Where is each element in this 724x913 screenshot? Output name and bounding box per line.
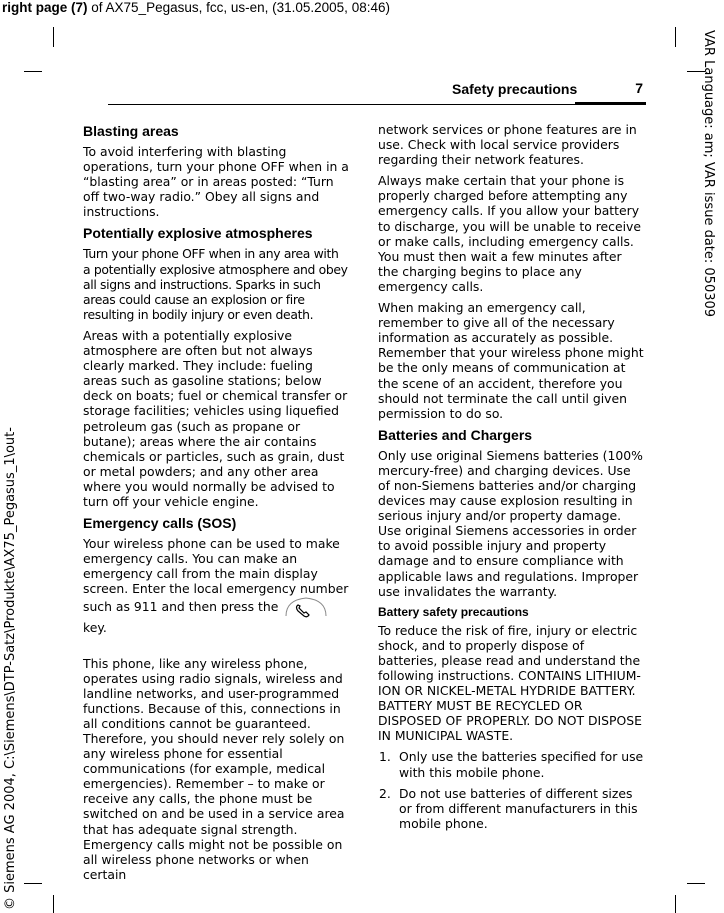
left-column — [83, 123, 349, 888]
charging-text: Always make certain that your phone is properly charged before attempting any emergency calls. If you allow your battery to discharge, you will be unable to receive or make calls, including emergency calls. You must then wait a few minutes after the charging begins to place any emergency calls. — [378, 173, 641, 294]
emergency-calls-text-1 — [83, 536, 349, 635]
emergency-calls-text-2: This phone, like any wireless phone, operates using radio signals, wireless and landline networks, and user-programmed functions. Because of this, connections in all conditions cannot be guaranteed. Therefore, you should never rely solely on any wireless phone for essential communications (for example, medical emergencies). Remember – to make or receive any calls, the phone must be switched on and be used in a service area that has adequate signal strength. Emergency calls might not be possible on all wireless phone networks or when certain — [83, 655, 345, 882]
crop-mark-tr-v — [675, 27, 676, 47]
print-slug-details: of AX75_Pegasus, fcc, us-en, (31.05.2005, 08:46) — [87, 0, 390, 15]
battery-safety-list — [378, 749, 644, 830]
emergency-calls-text-1b: key. — [83, 620, 107, 636]
batteries-chargers-text: Only use original Siemens batteries (100% mercury-free) and charging devices. Use of non-Siemens batteries and/or charging devices may cause explosion resulting in serious injury and/or property damage. Use original Siemens accessories in order to avoid possible injury and property damage and to ensure compliance with applicable laws and regulations. Improper use invalidates the warranty. — [378, 447, 643, 599]
blasting-areas-heading: Blasting areas — [83, 123, 179, 139]
list-item — [378, 749, 644, 779]
emergency-info-text: When making an emergency call, remember to give all of the necessary information as accurately as possible. Remember that your wireless phone might be the only means of communication at the scene of an accident, therefore you should not terminate the call until given permission to do so. — [378, 300, 644, 421]
battery-safety-text: To reduce the risk of fire, injury or electric shock, and to properly dispose of batteries, please read and understand the following instructions. CONTAINS LITHIUM-ION OR NICKEL-METAL HYDRIDE BATTERY. BATTERY MUST BE RECYCLED OR DISPOSED OF PROPERLY. DO NOT DISPOSE IN MUNICIPAL WASTE. — [378, 622, 642, 744]
crop-mark-tl-h — [24, 71, 42, 72]
crop-mark-br-h — [687, 883, 705, 884]
explosive-atmospheres-text-1: Turn your phone OFF when in any area with a potentially explosive atmosphere and obey all signs and instructions. Sparks in such areas could cause an explosion or fire resulting in bodily injury or even death. — [83, 246, 348, 322]
explosive-atmospheres-text-2: Areas with a potentially explosive atmosphere are often but not always clearly marked. They include: fueling areas such as gasoline stations; below deck on boats; fuel or chemical transfer or storage facilities; vehicles using liquefied petroleum gas (such as propane or butane); areas where the air contains chemicals or particles, such as grain, dust or metal powders; and any other area where you would normally be advised to turn off your vehicle engine. — [83, 327, 348, 509]
section-title: Safety precautions — [452, 81, 578, 97]
call-key-icon — [284, 596, 328, 620]
print-slug-header — [2, 0, 390, 15]
batteries-chargers-heading: Batteries and Chargers — [378, 426, 533, 443]
list-item-number: 1. — [379, 749, 391, 765]
crop-mark-bl-h — [24, 883, 42, 884]
var-language-note: VAR Language: am; VAR issue date: 050309 — [701, 30, 716, 318]
crop-mark-bl-v — [53, 895, 54, 913]
emergency-calls-text-1a: Your wireless phone can be used to make emergency calls. You can make an emergency call from the main display screen. Enter the local emergency number such as 911 and then press the — [83, 536, 349, 615]
list-item-text: Only use the batteries specified for use with this mobile phone. — [399, 749, 644, 780]
emergency-calls-heading: Emergency calls (SOS) — [83, 515, 237, 532]
list-item — [378, 786, 644, 831]
list-item-text: Do not use batteries of different sizes or from different manufacturers in this mobile phone. — [399, 785, 638, 831]
battery-safety-heading: Battery safety precautions — [378, 604, 529, 619]
explosive-atmospheres-heading: Potentially explosive atmospheres — [83, 225, 313, 242]
blasting-areas-text: To avoid interfering with blasting operations, turn your phone OFF when in a “blasting area” or in areas posted: “Turn off two-way radio.” Obey all signs and instructions. — [83, 144, 349, 220]
print-slug-page: right page (7) — [2, 0, 88, 15]
list-item-number: 2. — [379, 785, 391, 801]
page-number: 7 — [635, 80, 643, 96]
file-path-note: © Siemens AG 2004, C:\Siemens\DTP-Satz\Produkte\AX75_Pegasus_1\out- — [3, 427, 18, 910]
crop-mark-tl-v — [53, 27, 54, 47]
header-rule — [108, 104, 646, 105]
running-head — [430, 80, 645, 102]
header-rule-thick — [575, 102, 646, 105]
crop-mark-br-v — [675, 895, 676, 913]
network-services-text: network services or phone features are in use. Check with local service providers regarding their network features. — [378, 122, 637, 168]
right-column — [378, 122, 644, 837]
